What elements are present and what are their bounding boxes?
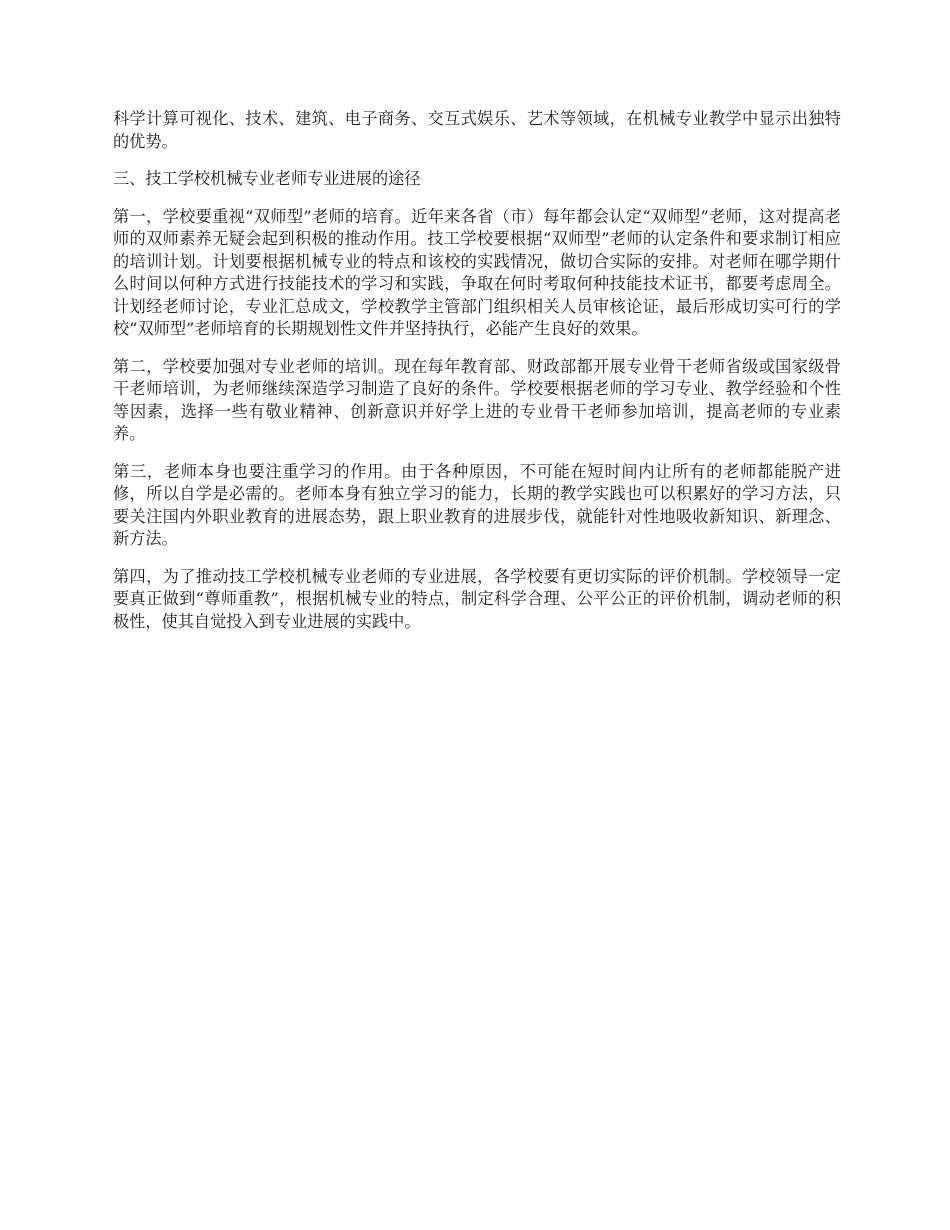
- section-heading: 三、技工学校机械专业老师专业进展的途径: [113, 169, 421, 188]
- paragraph-intro-continuation: 科学计算可视化、技术、建筑、电子商务、交互式娱乐、艺术等领域，在机械专业教学中显示出独特的优势。: [113, 109, 841, 151]
- paragraph-first: 第一，学校要重视“双师型”老师的培育。近年来各省（市）每年都会认定“双师型”老师，这对提高老师的双师素养无疑会起到积极的推动作用。技工学校要根据“双师型”老师的认定条件和要求制订相应的培训计划。计划要根据机械专业的特点和该校的实践情况，做切合实际的安排。对老师在哪学期什么时间以何种方式进行技能技术的学习和实践，争取在何时考取何种技能技术证书，都要考虑周全。计划经老师讨论，专业汇总成文，学校教学主管部门组织相关人员审核论证，最后形成切实可行的学校“双师型”老师培育的长期规划性文件并坚持执行，必能产生良好的效果。: [113, 206, 841, 338]
- paragraph-second: 第二，学校要加强对专业老师的培训。现在每年教育部、财政部都开展专业骨干老师省级或国家级骨干老师培训，为老师继续深造学习制造了良好的条件。学校要根据老师的学习专业、教学经验和个性等因素，选择一些有敬业精神、创新意识并好学上进的专业骨干老师参加培训，提高老师的专业素养。: [113, 356, 841, 443]
- document-page: [113, 108, 841, 648]
- paragraph-third: 第三，老师本身也要注重学习的作用。由于各种原因，不可能在短时间内让所有的老师都能脱产进修，所以自学是必需的。老师本身有独立学习的能力，长期的教学实践也可以积累好的学习方法，只要关注国内外职业教育的进展态势，跟上职业教育的进展步伐，就能针对性地吸收新知识、新理念、新方法。: [113, 461, 841, 548]
- paragraph-fourth: 第四，为了推动技工学校机械专业老师的专业进展，各学校要有更切实际的评价机制。学校领导一定要真正做到“尊师重教”，根据机械专业的特点，制定科学合理、公平公正的评价机制，调动老师的积极性，使其自觉投入到专业进展的实践中。: [113, 566, 841, 631]
